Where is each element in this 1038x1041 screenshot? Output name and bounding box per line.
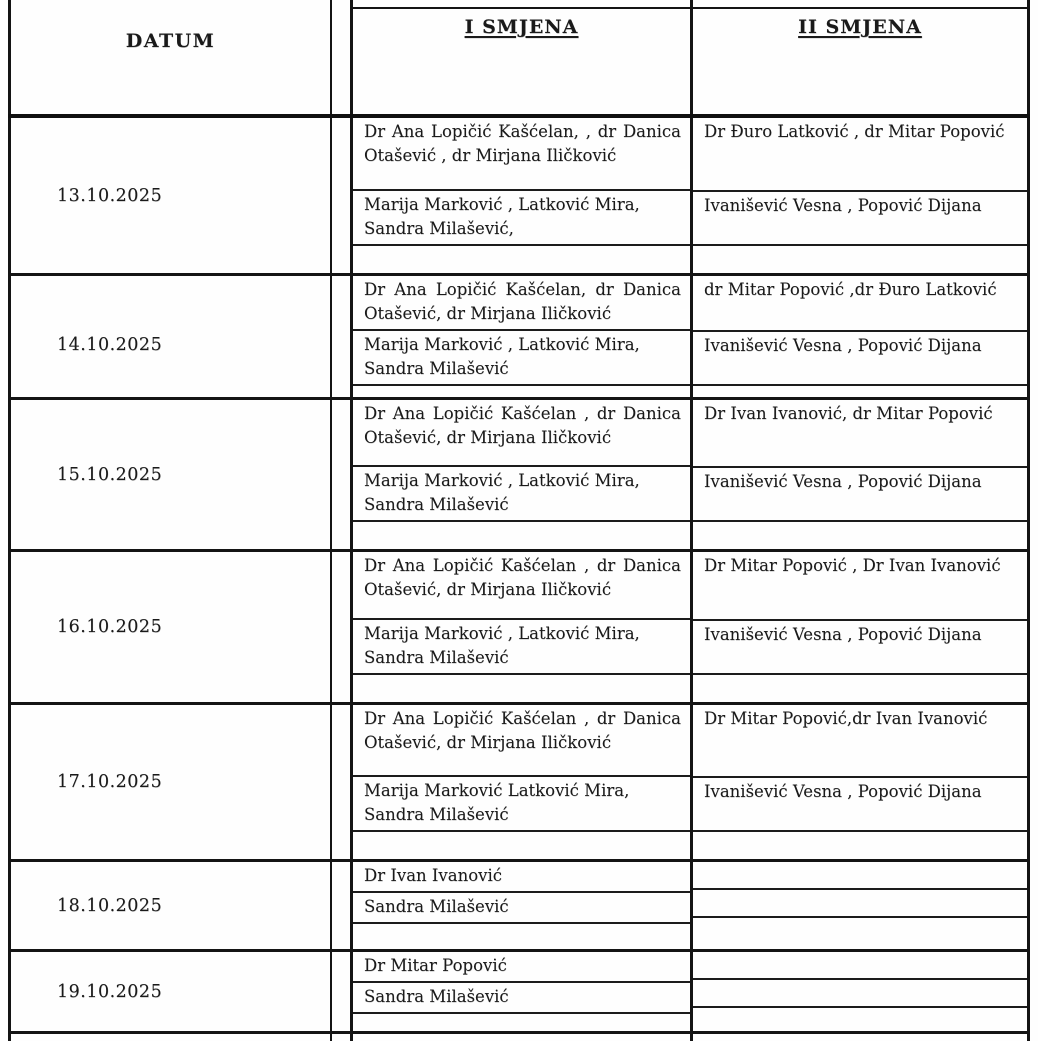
empty-subrow [353,924,690,949]
doctors-text: Dr Mitar Popović,dr Ivan Ivanović [693,705,1027,778]
doctors-text: Dr Mitar Popović , Dr Ivan Ivanović [693,552,1027,621]
column-gap [332,0,350,114]
empty-subrow [693,675,1027,702]
top-cutoff-strip [693,0,1027,9]
table-row [8,952,1030,1034]
shift2-cell [690,952,1030,1031]
shift1-cell [350,118,690,273]
nurses-text: Marija Marković Latković Mira, Sandra Milašević [353,777,690,832]
nurses-text: Marija Marković , Latković Mira, Sandra Milašević [353,467,690,522]
empty-subrow [693,832,1027,859]
doctors-text: Dr Ana Lopičić Kašćelan, dr Danica Otašević, dr Mirjana Iličković [353,276,690,331]
empty-subrow [353,832,690,859]
empty-subrow [693,918,1027,949]
header-row [8,0,1030,118]
shift1-cell [350,400,690,549]
empty-subrow [353,1014,690,1031]
doctors-text: Dr Ivan Ivanović [353,862,690,893]
nurses-text [693,890,1027,918]
shift2-cell [690,862,1030,949]
column-gap [332,552,350,702]
header-shift1-label: I SMJENA [464,16,579,38]
date-cell: 13.10.2025 [8,118,332,273]
shift2-cell [690,1034,1030,1041]
empty-subrow [693,246,1027,273]
nurses-text: Marija Marković , Latković Mira, Sandra Milašević, [353,191,690,246]
column-gap [332,952,350,1031]
empty-subrow [693,1008,1027,1031]
doctors-text: Dr Ana Lopičić Kašćelan, , dr Danica Otašević , dr Mirjana Iličković [353,118,690,191]
nurses-text: Ivanišević Vesna , Popović Dijana [693,332,1027,386]
doctors-text: Dr Ana Lopičić Kašćelan , dr Danica Otašević, dr Mirjana Iličković [353,705,690,777]
table-row [8,400,1030,552]
column-gap [332,276,350,413]
shift1-cell [350,705,690,859]
nurses-text [693,980,1027,1008]
doctors-text: Dr Ana Lopičić Kašćelan , dr Danica Otašević, dr Mirjana Iličković [353,552,690,620]
doctors-text: Dr Đuro Latković , dr Mitar Popović [693,118,1027,192]
header-shift1 [350,0,690,114]
column-gap [332,400,350,549]
shift2-cell [690,400,1030,549]
date-cell: 15.10.2025 [8,400,332,549]
doctors-text: Dr Ana Lopičić Kašćelan , dr Danica Otašević, dr Mirjana Iličković [353,400,690,467]
table-row [8,276,1030,400]
doctors-text: dr Mitar Popović ,dr Đuro Latković [693,276,1027,332]
empty-subrow [353,522,690,549]
nurses-text: Marija Marković , Latković Mira, Sandra Milašević [353,620,690,675]
shift2-cell [690,276,1030,413]
date-cell: 19.10.2025 [8,952,332,1031]
column-gap [332,118,350,273]
header-datum: DATUM [8,0,332,114]
date-cell: 14.10.2025 [8,276,332,413]
table-row [8,862,1030,952]
shift2-cell [690,705,1030,859]
nurses-text: Ivanišević Vesna , Popović Dijana [693,468,1027,522]
nurses-text: Sandra Milašević [353,983,690,1014]
date-cell: 16.10.2025 [8,552,332,702]
nurses-text: Sandra Milašević [353,893,690,924]
column-gap [332,1034,350,1041]
empty-subrow [353,675,690,702]
table-row [8,552,1030,705]
shift1-cell [350,552,690,702]
schedule-table [8,0,1030,1041]
shift1-cell [350,862,690,949]
nurses-text: Ivanišević Vesna , Popović Dijana [693,778,1027,832]
shift1-cell [350,1034,690,1041]
doctors-text: Dr Mitar Popović [353,952,690,983]
nurses-text: Ivanišević Vesna , Popović Dijana [693,192,1027,246]
date-cell: 18.10.2025 [8,862,332,949]
header-shift2 [690,0,1030,114]
table-row [8,705,1030,862]
shift2-cell [690,552,1030,702]
header-shift2-label: II SMJENA [798,16,922,38]
empty-subrow [353,246,690,273]
date-cell: 17.10.2025 [8,705,332,859]
shift1-cell [350,952,690,1031]
doctors-text [693,952,1027,980]
shift2-cell [690,118,1030,273]
doctors-text [693,862,1027,890]
top-cutoff-strip [353,0,690,9]
nurses-text: Ivanišević Vesna , Popović Dijana [693,621,1027,675]
table-row [8,118,1030,276]
empty-subrow [693,522,1027,549]
partial-row [8,1034,1030,1041]
doctors-text: Dr Ivan Ivanović, dr Mitar Popović [693,400,1027,468]
column-gap [332,862,350,949]
date-cell [8,1034,332,1041]
column-gap [332,705,350,859]
shift1-cell [350,276,690,413]
nurses-text: Marija Marković , Latković Mira, Sandra Milašević [353,331,690,386]
